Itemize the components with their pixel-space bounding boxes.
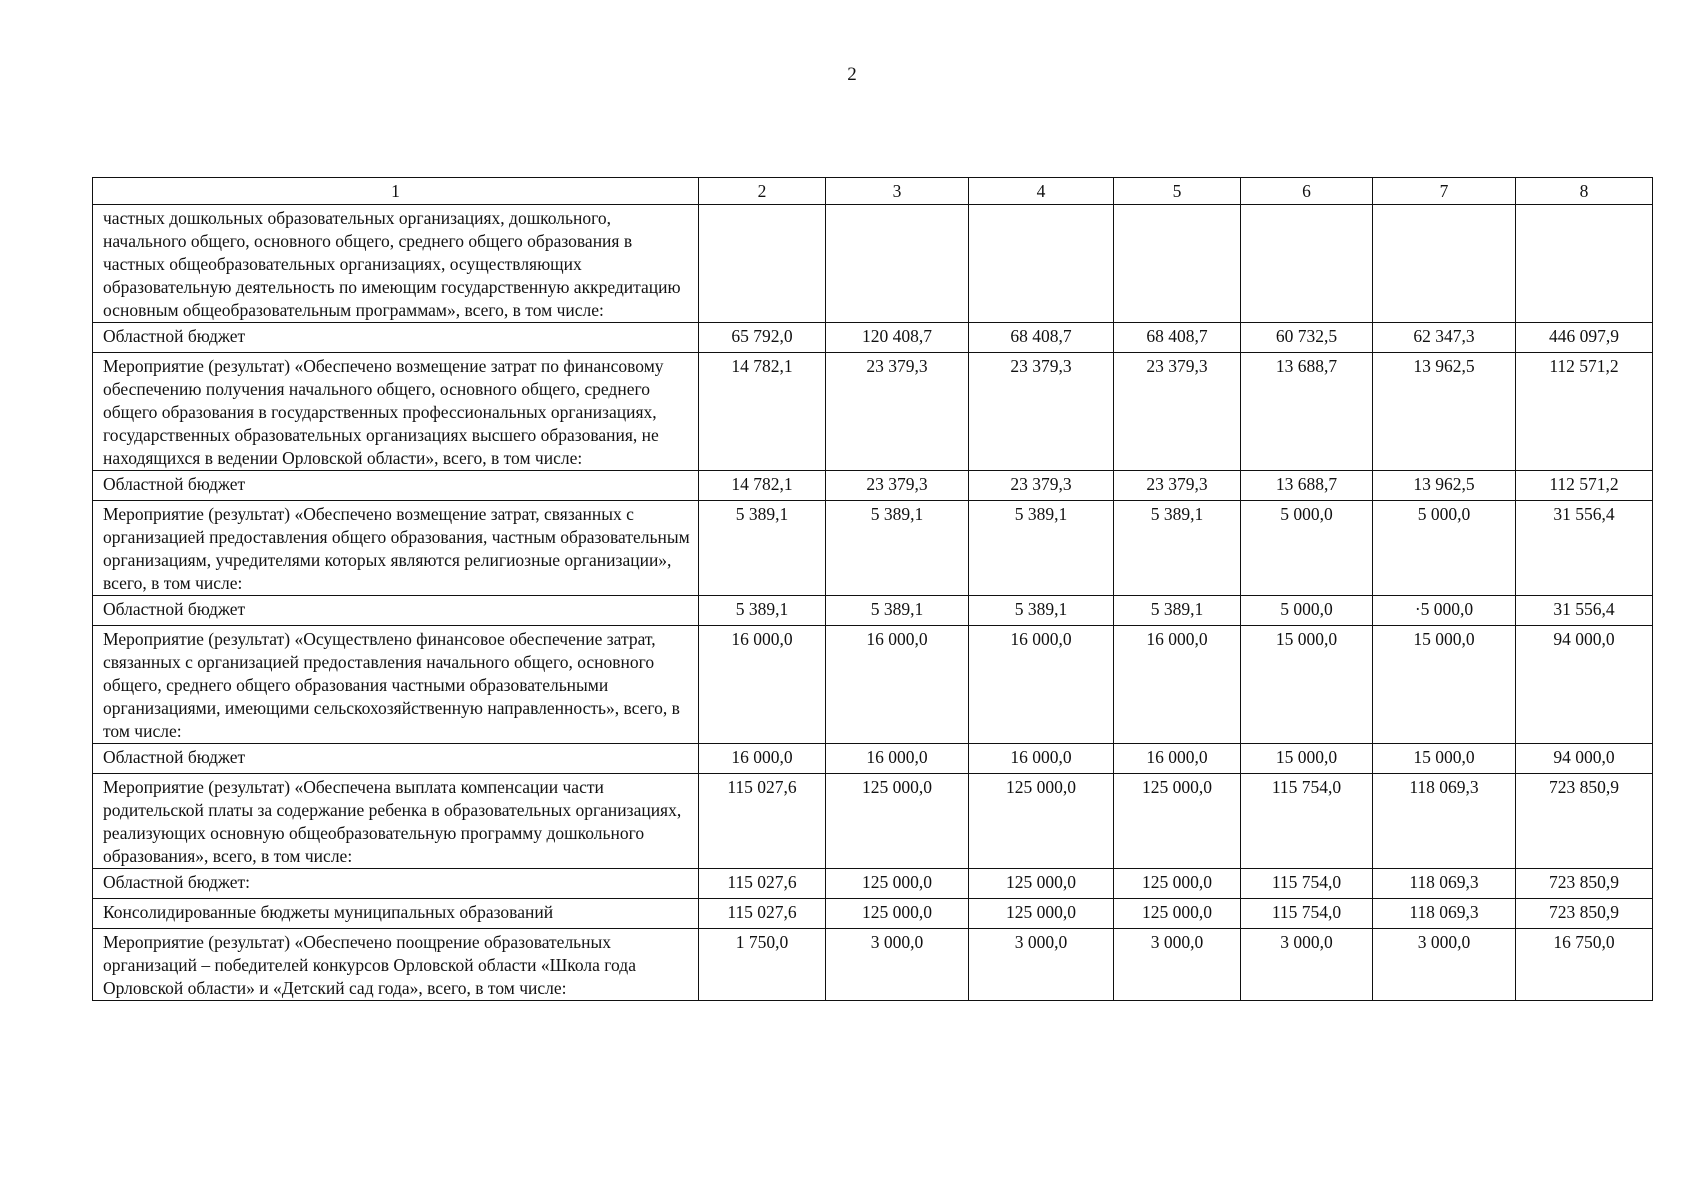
value-cell: 23 379,3 [969,471,1114,501]
value-cell: 118 069,3 [1373,899,1516,929]
value-cell: 5 000,0 [1373,501,1516,596]
value-cell: 1 750,0 [699,929,826,1001]
value-cell: 13 962,5 [1373,471,1516,501]
value-cell: 723 850,9 [1516,774,1653,869]
value-cell: 118 069,3 [1373,869,1516,899]
value-cell: 5 389,1 [969,596,1114,626]
value-cell: 5 389,1 [826,501,969,596]
value-cell: 3 000,0 [1241,929,1373,1001]
value-cell: 16 000,0 [1114,744,1241,774]
value-cell: 5 389,1 [826,596,969,626]
value-cell: 112 571,2 [1516,353,1653,471]
value-cell [826,205,969,323]
row-label: Областной бюджет [93,471,699,501]
value-cell: 3 000,0 [969,929,1114,1001]
value-cell: 15 000,0 [1373,744,1516,774]
value-cell: 125 000,0 [1114,869,1241,899]
value-cell: 5 389,1 [1114,501,1241,596]
value-cell: 16 000,0 [826,626,969,744]
value-cell: 13 962,5 [1373,353,1516,471]
measure-row [93,774,1653,869]
column-header: 3 [826,178,969,205]
row-label: Мероприятие (результат) «Обеспечено возмещение затрат, связанных с организацией предоставления общего образования, частным образовательным организациям, учредителями которых являются религиозные организации», всего, в том числе: [93,501,699,596]
row-label: Мероприятие (результат) «Обеспечено поощрение образовательных организаций – победителей конкурсов Орловской области «Школа года Орловской области» и «Детский сад года», всего, в том числе: [93,929,699,1001]
value-cell: 3 000,0 [826,929,969,1001]
measure-row [93,501,1653,596]
value-cell: 125 000,0 [1114,774,1241,869]
column-header: 7 [1373,178,1516,205]
column-header: 6 [1241,178,1373,205]
value-cell: 5 389,1 [699,501,826,596]
value-cell: 125 000,0 [969,774,1114,869]
budget-row [93,323,1653,353]
column-header: 4 [969,178,1114,205]
value-cell: 15 000,0 [1241,626,1373,744]
value-cell: 115 754,0 [1241,899,1373,929]
value-cell: 125 000,0 [826,774,969,869]
value-cell: 723 850,9 [1516,899,1653,929]
value-cell: 15 000,0 [1241,744,1373,774]
value-cell [1114,205,1241,323]
row-label: Мероприятие (результат) «Осуществлено финансовое обеспечение затрат, связанных с организацией предоставления начального общего, основного общего, среднего общего образования частными образовательными организациями, имеющими сельскохозяйственную направленность», всего, в том числе: [93,626,699,744]
value-cell: 115 754,0 [1241,869,1373,899]
budget-row [93,869,1653,899]
value-cell: 115 027,6 [699,899,826,929]
value-cell [699,205,826,323]
value-cell: 23 379,3 [826,353,969,471]
value-cell: 115 027,6 [699,869,826,899]
value-cell: 23 379,3 [1114,471,1241,501]
value-cell: 94 000,0 [1516,626,1653,744]
row-label: Мероприятие (результат) «Обеспечена выплата компенсации части родительской платы за содержание ребенка в образовательных организациях, реализующих основную общеобразовательную программу дошкольного образования», всего, в том числе: [93,774,699,869]
row-label: Областной бюджет [93,744,699,774]
value-cell: 112 571,2 [1516,471,1653,501]
measure-row [93,626,1653,744]
value-cell [969,205,1114,323]
value-cell: 31 556,4 [1516,501,1653,596]
value-cell: 125 000,0 [1114,899,1241,929]
value-cell: 31 556,4 [1516,596,1653,626]
value-cell: 15 000,0 [1373,626,1516,744]
row-label: Мероприятие (результат) «Обеспечено возмещение затрат по финансовому обеспечению получения начального общего, основного общего, среднего общего образования в государственных профессиональных организациях, государственных образовательных организациях высшего образования, не находящихся в ведении Орловской области», всего, в том числе: [93,353,699,471]
row-label: Областной бюджет [93,323,699,353]
value-cell: 723 850,9 [1516,869,1653,899]
value-cell: 94 000,0 [1516,744,1653,774]
value-cell: 16 000,0 [699,744,826,774]
value-cell: 5 389,1 [699,596,826,626]
value-cell: 13 688,7 [1241,353,1373,471]
value-cell: 3 000,0 [1114,929,1241,1001]
budget-row [93,899,1653,929]
value-cell: 68 408,7 [969,323,1114,353]
column-header: 8 [1516,178,1653,205]
value-cell: 16 000,0 [699,626,826,744]
value-cell: 14 782,1 [699,353,826,471]
value-cell: 3 000,0 [1373,929,1516,1001]
budget-table [92,177,1653,1001]
column-header: 1 [93,178,699,205]
budget-row [93,744,1653,774]
value-cell: 16 000,0 [969,744,1114,774]
value-cell: 14 782,1 [699,471,826,501]
measure-row [93,205,1653,323]
page-number: 2 [847,64,857,85]
value-cell: 118 069,3 [1373,774,1516,869]
value-cell: 5 389,1 [969,501,1114,596]
value-cell [1516,205,1653,323]
value-cell: 62 347,3 [1373,323,1516,353]
value-cell: 60 732,5 [1241,323,1373,353]
row-label: Консолидированные бюджеты муниципальных образований [93,899,699,929]
value-cell: 5 000,0 [1241,596,1373,626]
measure-row [93,929,1653,1001]
value-cell: 115 754,0 [1241,774,1373,869]
value-cell: 16 000,0 [969,626,1114,744]
column-number-row [93,178,1653,205]
value-cell: 68 408,7 [1114,323,1241,353]
value-cell [1241,205,1373,323]
row-label: Областной бюджет: [93,869,699,899]
value-cell: 5 389,1 [1114,596,1241,626]
measure-row [93,353,1653,471]
value-cell: 23 379,3 [969,353,1114,471]
value-cell: 65 792,0 [699,323,826,353]
value-cell: 115 027,6 [699,774,826,869]
budget-row [93,471,1653,501]
column-header: 2 [699,178,826,205]
value-cell: 125 000,0 [826,869,969,899]
value-cell: 16 000,0 [1114,626,1241,744]
value-cell: 13 688,7 [1241,471,1373,501]
value-cell: 125 000,0 [826,899,969,929]
row-label: частных дошкольных образовательных организациях, дошкольного, начального общего, основного общего, среднего общего образования в частных общеобразовательных организациях, осуществляющих образовательную деятельность по имеющим государственную аккредитацию основным общеобразовательным программам», всего, в том числе: [93,205,699,323]
value-cell: 23 379,3 [826,471,969,501]
value-cell: 23 379,3 [1114,353,1241,471]
value-cell: 5 000,0 [1241,501,1373,596]
value-cell: 16 000,0 [826,744,969,774]
value-cell: 125 000,0 [969,869,1114,899]
value-cell: 446 097,9 [1516,323,1653,353]
value-cell: 120 408,7 [826,323,969,353]
value-cell [1373,205,1516,323]
row-label: Областной бюджет [93,596,699,626]
value-cell: ·5 000,0 [1373,596,1516,626]
value-cell: 16 750,0 [1516,929,1653,1001]
table-body [93,205,1653,1001]
value-cell: 125 000,0 [969,899,1114,929]
column-header: 5 [1114,178,1241,205]
budget-row [93,596,1653,626]
